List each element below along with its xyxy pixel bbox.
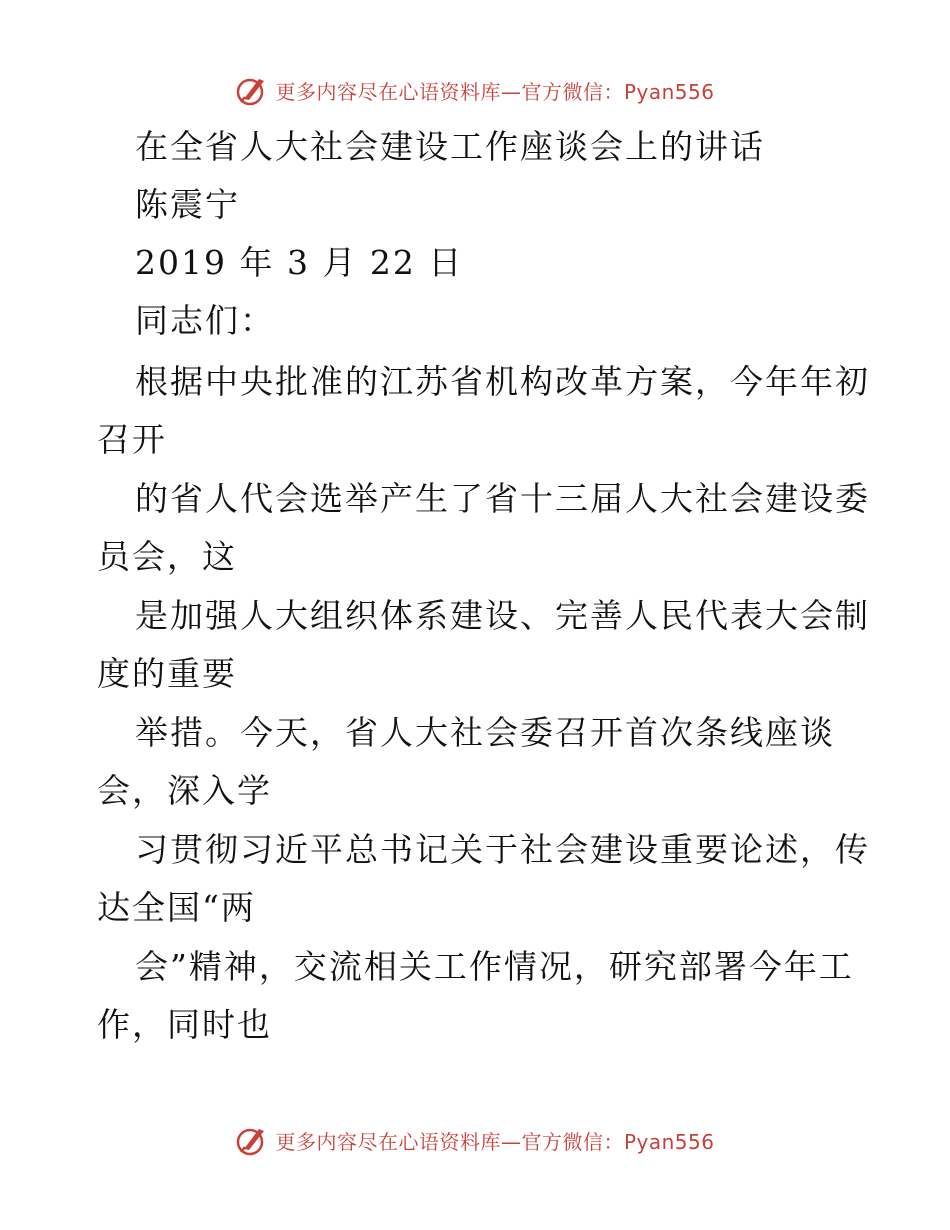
- paragraph-line: 作，同时也: [97, 1005, 272, 1044]
- watermark-footer: [0, 1120, 950, 1160]
- document-date: 2019 年 3 月 22 日: [135, 243, 464, 282]
- paragraph-line: 员会，这: [97, 537, 237, 576]
- watermark-text: 更多内容尽在心语资料库—官方微信：Pyan556: [275, 1129, 715, 1154]
- paragraph-line: 度的重要: [97, 654, 237, 693]
- paragraph-line: 召开: [97, 420, 167, 459]
- paragraph-line: 举措。今天，省人大社会委召开首次条线座谈: [135, 713, 835, 752]
- paragraph-line: 的省人代会选举产生了省十三届人大社会建设委: [135, 479, 870, 518]
- document-salutation: 同志们：: [135, 301, 275, 340]
- paragraph-line: 根据中央批准的江苏省机构改革方案，今年年初: [135, 362, 870, 401]
- paragraph-line: 达全国“两: [97, 888, 256, 927]
- paragraph-line: 会，深入学: [97, 771, 272, 810]
- document-author: 陈震宁: [135, 185, 240, 224]
- quill-pen-logo-icon: [235, 1123, 269, 1157]
- watermark-text: 更多内容尽在心语资料库—官方微信：Pyan556: [275, 79, 715, 104]
- quill-pen-logo-icon: [235, 73, 269, 107]
- document-title: 在全省人大社会建设工作座谈会上的讲话: [135, 127, 765, 166]
- paragraph-line: 是加强人大组织体系建设、完善人民代表大会制: [135, 596, 870, 635]
- paragraph-line: 会”精神，交流相关工作情况，研究部署今年工: [135, 947, 854, 986]
- watermark-header: [0, 70, 950, 110]
- paragraph-line: 习贯彻习近平总书记关于社会建设重要论述，传: [135, 830, 870, 869]
